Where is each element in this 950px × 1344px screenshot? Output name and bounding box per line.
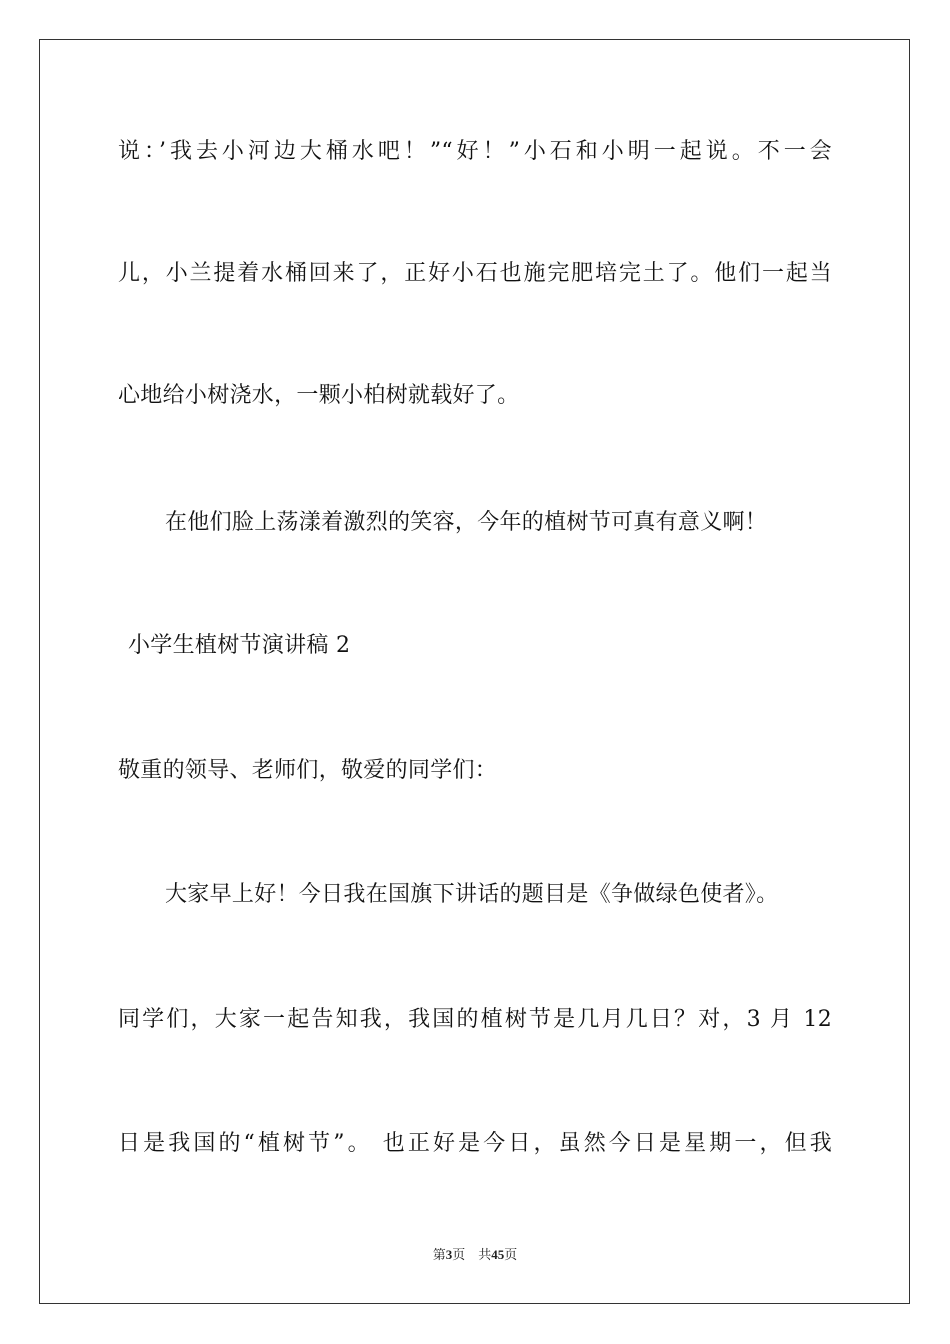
- page-border: [39, 39, 910, 1304]
- footer-total-pages: 45: [491, 1247, 505, 1262]
- body-line-1: 说：’我去小河边大桶水吧！”“好！”小石和小明一起说。不一会: [118, 139, 832, 164]
- page-footer: [0, 1246, 950, 1264]
- section-heading: 小学生植树节演讲稿 2: [128, 633, 351, 658]
- body-line-3: 心地给小树浇水，一颗小柏树就载好了。: [118, 383, 520, 408]
- body-line-6: 敬重的领导、老师们，敬爱的同学们：: [118, 758, 498, 783]
- footer-suffix: 页: [504, 1247, 518, 1262]
- body-line-8: 同学们，大家一起告知我，我国的植树节是几月几日？对，3 月 12: [118, 1007, 832, 1032]
- footer-prefix: 第: [432, 1247, 446, 1262]
- footer-current-page: 3: [445, 1247, 453, 1262]
- body-line-4: 在他们脸上荡漾着激烈的笑容，今年的植树节可真有意义啊！: [165, 510, 768, 535]
- footer-mid: 页 共: [452, 1247, 492, 1262]
- body-line-2: 儿，小兰提着水桶回来了，正好小石也施完肥培完土了。他们一起当: [118, 261, 832, 286]
- body-line-7: 大家早上好！今日我在国旗下讲话的题目是《争做绿色使者》。: [165, 882, 779, 907]
- body-line-9: 日是我国的“植树节”。 也正好是今日，虽然今日是星期一，但我: [118, 1131, 832, 1156]
